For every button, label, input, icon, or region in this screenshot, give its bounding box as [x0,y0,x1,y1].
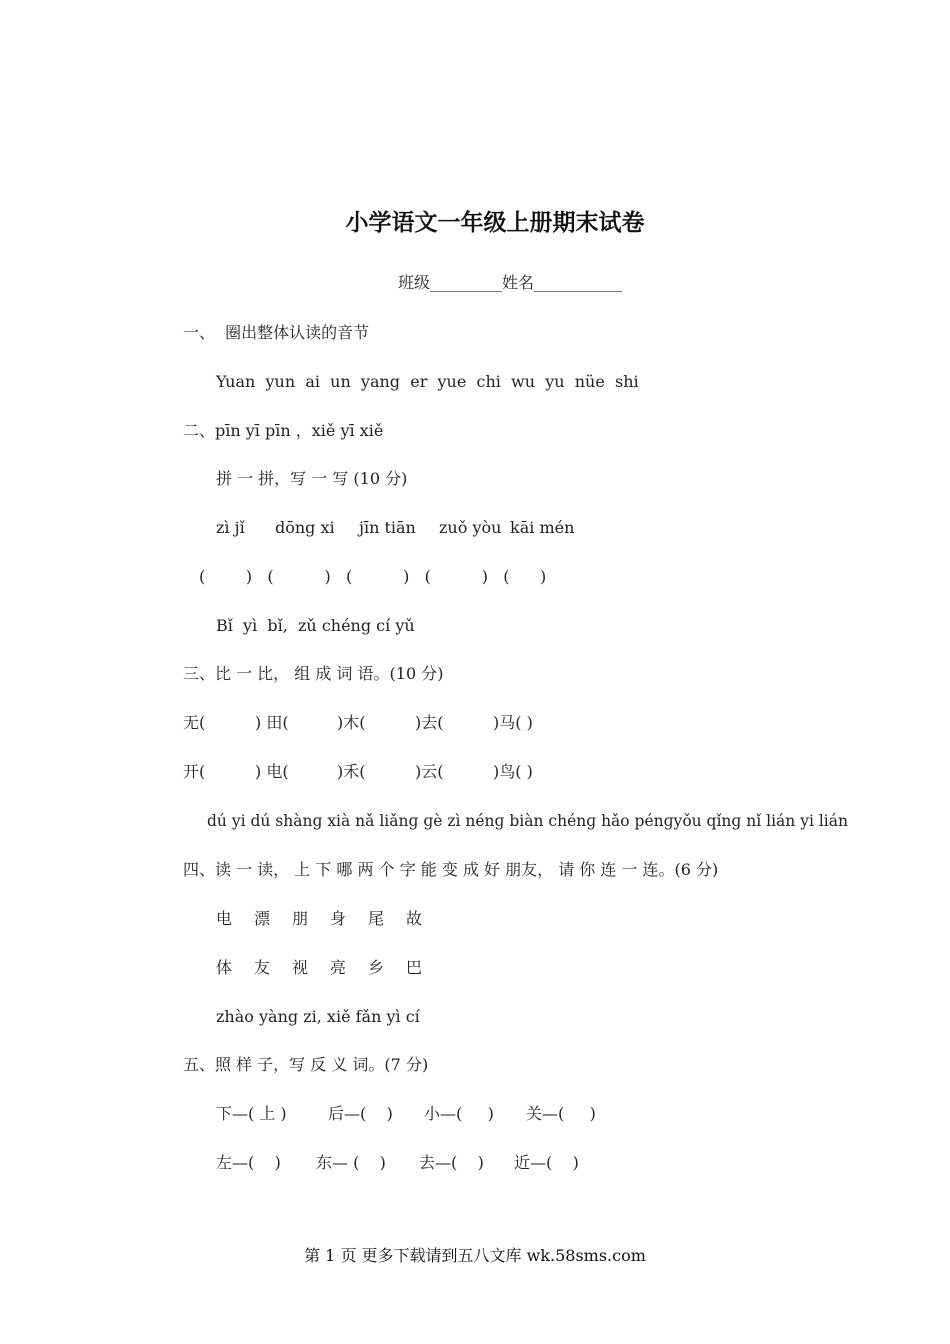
char-item: 友 [254,958,271,977]
section3-read-pinyin: dú yi dú shànɡ xià nǎ liǎnɡ ɡè zì nénɡ biàn chénɡ hǎo pénɡyǒu qǐnɡ nǐ lián yi lián [207,812,848,830]
antonym-item: 关—( ) [526,1104,596,1123]
pinyin-word: zì jǐ [216,518,245,537]
student-info: 班级_________姓名___________ [397,273,622,292]
section4-example-pinyin: zhào yàng zi, xiě fǎn yì cí [216,1007,420,1026]
section2-pinyin-heading: 二、pīn yī pīn ，xiě yī xiě [183,421,384,440]
pinyin-word: dōng xi [275,518,335,537]
char-item: 亮 [330,958,347,977]
char-item: 朋 [292,909,309,928]
antonym-item: 东— ( ) [316,1153,386,1172]
section5-row1 [0,1104,950,1124]
char-item: 尾 [368,909,385,928]
section5-row2 [0,1153,950,1173]
compare-item: ) 电( [255,762,289,781]
pinyin-word: zuǒ yòu [439,518,502,537]
section4-heading: 四、读 一 读， 上 下 哪 两 个 字 能 变 成 好 朋友， 请 你 连 一 连。(6 分) [183,860,719,879]
section4-bottom-chars [0,958,950,978]
antonym-item: 后—( ) [328,1104,393,1123]
section1-heading: 一、 圈出整体认读的音节 [183,323,370,342]
compare-item: )禾( [337,762,366,781]
section1-syllables: Yuan yun ai un yang er yue chi wu yu nüe shi [216,372,639,391]
compare-item: )去( [415,713,444,732]
compare-item: 开( [183,762,206,781]
char-item: 漂 [254,909,271,928]
section3-row2 [0,762,950,782]
section2-blanks: ( ) ( ) ( ) ( ) ( ) [199,567,547,586]
antonym-item: 左—( ) [216,1153,281,1172]
char-item: 巴 [406,958,423,977]
antonym-item: 去—( ) [419,1153,484,1172]
pinyin-word: jīn tiān [359,518,416,537]
compare-item: )马( ) [493,713,533,732]
antonym-item: 下—( 上 ) [216,1104,287,1123]
section5-heading: 五、照 样 子，写 反 义 词。(7 分) [183,1055,429,1074]
section2-compare-pinyin: Bǐ yì bǐ, zǔ chéng cí yǔ [216,616,415,635]
compare-item: )鸟( ) [493,762,533,781]
antonym-item: 小—( ) [424,1104,494,1123]
compare-item: )云( [415,762,444,781]
char-item: 视 [292,958,309,977]
antonym-item: 近—( ) [514,1153,579,1172]
section2-words-row [0,518,950,538]
char-item: 故 [406,909,423,928]
pinyin-word: kāi mén [510,518,575,537]
char-item: 电 [216,909,233,928]
section3-row1 [0,713,950,733]
char-item: 体 [216,958,233,977]
page-title: 小学语文一年级上册期末试卷 [345,209,645,236]
compare-item: )木( [337,713,366,732]
section2-instruction: 拼 一 拼，写 一 写 (10 分) [216,469,408,488]
page-footer: 第 1 页 更多下载请到五八文库 wk.58sms.com [304,1246,646,1265]
compare-item: ) 田( [255,713,289,732]
section3-heading: 三、比 一 比， 组 成 词 语。(10 分) [183,664,444,683]
section4-top-chars [0,909,950,929]
char-item: 身 [330,909,347,928]
char-item: 乡 [368,958,385,977]
compare-item: 无( [183,713,206,732]
